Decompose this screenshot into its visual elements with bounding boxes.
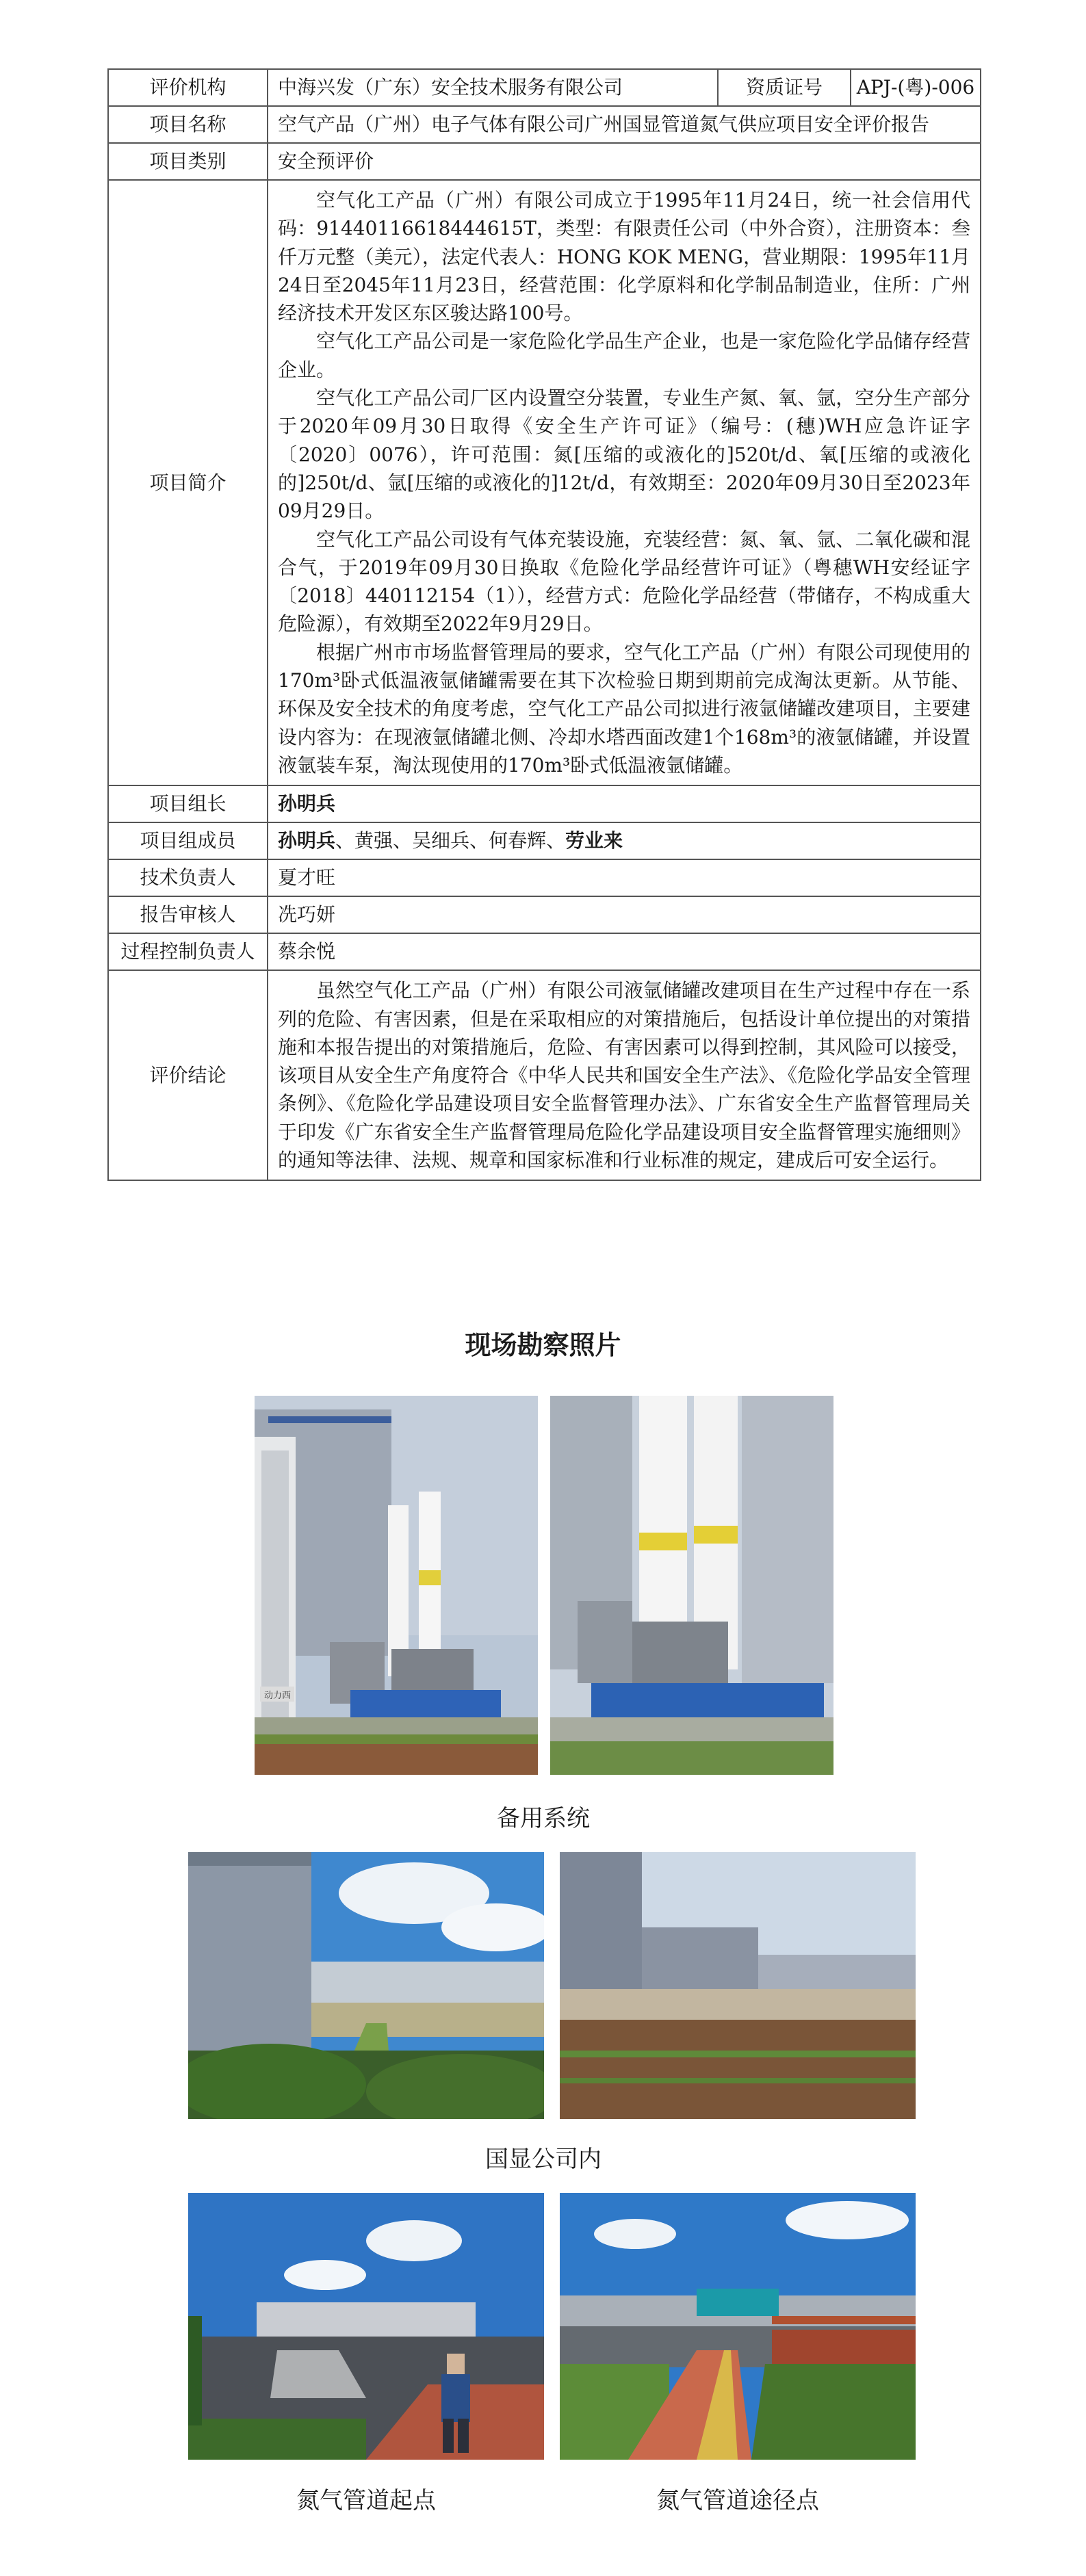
type-value: 安全预评价 (268, 143, 981, 180)
photo-guoxian-left (188, 1852, 544, 2119)
name-value: 空气产品（广州）电子气体有限公司广州国显管道氮气供应项目安全评价报告 (268, 106, 981, 143)
tech-value: 夏才旺 (268, 859, 981, 896)
conclusion-row (108, 970, 981, 1180)
intro-row (108, 180, 981, 785)
member-separator: 、 (393, 829, 413, 853)
member-separator: 、 (546, 829, 566, 853)
name-row (108, 106, 981, 143)
process-label: 过程控制负责人 (108, 933, 268, 970)
org-row (108, 69, 981, 106)
intro-paragraph: 空气化工产品公司设有气体充装设施，充装经营：氮、氧、氩、二氧化碳和混合气，于2019年09月30日换取《危险化学品经营许可证》（粤穗WH安经证字〔2018〕440112154（1）），经营方式：危险化学品经营（带储存，不构成重大危险源），有效期至2022年9月29日。 (278, 528, 970, 636)
project-info-table (107, 68, 981, 1181)
member-separator: 、 (335, 829, 355, 853)
intro-paragraph: 空气化工产品（广州）有限公司成立于1995年11月24日，统一社会信用代码：91440116618444615T，类型：有限责任公司（中外合资），注册资本：叁仟万元整（美元），法定代表人：HONG KOK MENG，营业期限：1995年11月24日至2045年11月23日，经营范围：化学原料和化学制品制造业，住所：广州经济技术开发区东区骏达路100号。 (278, 189, 970, 325)
org-value: 中海兴发（广东）安全技术服务有限公司 (268, 69, 718, 106)
review-label: 报告审核人 (108, 896, 268, 933)
caption-pipeline-route: 氮气管道途径点 (656, 2487, 819, 2514)
leader-value: 孙明兵 (268, 785, 981, 822)
intro-label: 项目简介 (108, 180, 268, 785)
name-label: 项目名称 (108, 106, 268, 143)
members-label: 项目组成员 (108, 822, 268, 859)
photos-section-title: 现场勘察照片 (465, 1330, 621, 1360)
org-label: 评价机构 (108, 69, 268, 106)
photo-backup-system-left (255, 1396, 538, 1775)
member-name: 劳业来 (565, 829, 623, 853)
tech-row (108, 859, 981, 896)
intro-paragraph: 空气化工产品公司是一家危险化学品生产企业，也是一家危险化学品储存经营企业。 (278, 330, 970, 381)
photo-backup-system-right (550, 1396, 833, 1775)
member-name: 何春辉 (489, 829, 547, 853)
conclusion-value (268, 970, 981, 1180)
photo-pipeline-route (560, 2193, 916, 2460)
building-sign-text: 动力西 (264, 1691, 292, 1701)
intro-paragraph: 根据广州市市场监督管理局的要求，空气化工产品（广州）有限公司现使用的170m³卧式低温液氩储罐需要在其下次检验日期到期前完成淘汰更新。从节能、环保及安全技术的角度考虑，空气化工产品公司拟进行液氩储罐改建项目，主要建设内容为：在现液氩储罐北侧、冷却水塔西面改建1个168m³的液氩储罐，并设置液氩装车泵，淘汰现使用的170m³卧式低温液氩储罐。 (278, 640, 970, 777)
photo-guoxian-right (560, 1852, 916, 2119)
caption-backup-system: 备用系统 (497, 1805, 590, 1832)
type-row (108, 143, 981, 180)
members-row (108, 822, 981, 859)
member-separator: 、 (469, 829, 489, 853)
intro-value (268, 180, 981, 785)
conclusion-text: 虽然空气化工产品（广州）有限公司液氩储罐改建项目在生产过程中存在一系列的危险、有害因素，但是在采取相应的对策措施后，包括设计单位提出的对策措施和本报告提出的对策措施后，危险、有害因素可以得到控制，其风险可以接受，该项目从安全生产角度符合《中华人民共和国安全生产法》、《危险化学品安全管理条例》、《危险化学品建设项目安全监督管理办法》、广东省安全生产监督管理局关于印发《广东省安全生产监督管理局危险化学品建设项目安全监督管理实施细则》的通知等法律、法规、规章和国家标准和行业标准的规定，建成后可安全运行。 (278, 979, 970, 1172)
intro-paragraph: 空气化工产品公司厂区内设置空分装置，专业生产氮、氧、氩，空分生产部分于2020年09月30日取得《安全生产许可证》（编号：(穗)WH应急许证字〔2020〕0076），许可范围：氮[压缩的或液化的]520t/d、氧[压缩的或液化的]250t/d、氩[压缩的或液化的]12t/d，有效期至：2020年09月30日至2023年09月29日。 (278, 387, 970, 523)
leader-label: 项目组长 (108, 785, 268, 822)
tech-label: 技术负责人 (108, 859, 268, 896)
leader-row (108, 785, 981, 822)
process-value: 蔡余悦 (268, 933, 981, 970)
process-row (108, 933, 981, 970)
review-row (108, 896, 981, 933)
photo-pipeline-start (188, 2193, 544, 2460)
cert-value: APJ-(粤)-006 (851, 69, 981, 106)
caption-guoxian: 国显公司内 (485, 2146, 602, 2173)
member-name: 吴细兵 (412, 829, 470, 853)
caption-pipeline-start: 氮气管道起点 (296, 2487, 436, 2514)
type-label: 项目类别 (108, 143, 268, 180)
review-value: 冼巧妍 (268, 896, 981, 933)
cert-label: 资质证号 (718, 69, 851, 106)
members-value (268, 822, 981, 859)
member-name: 黄强 (354, 829, 393, 853)
conclusion-label: 评价结论 (108, 970, 268, 1180)
member-name: 孙明兵 (278, 829, 336, 853)
